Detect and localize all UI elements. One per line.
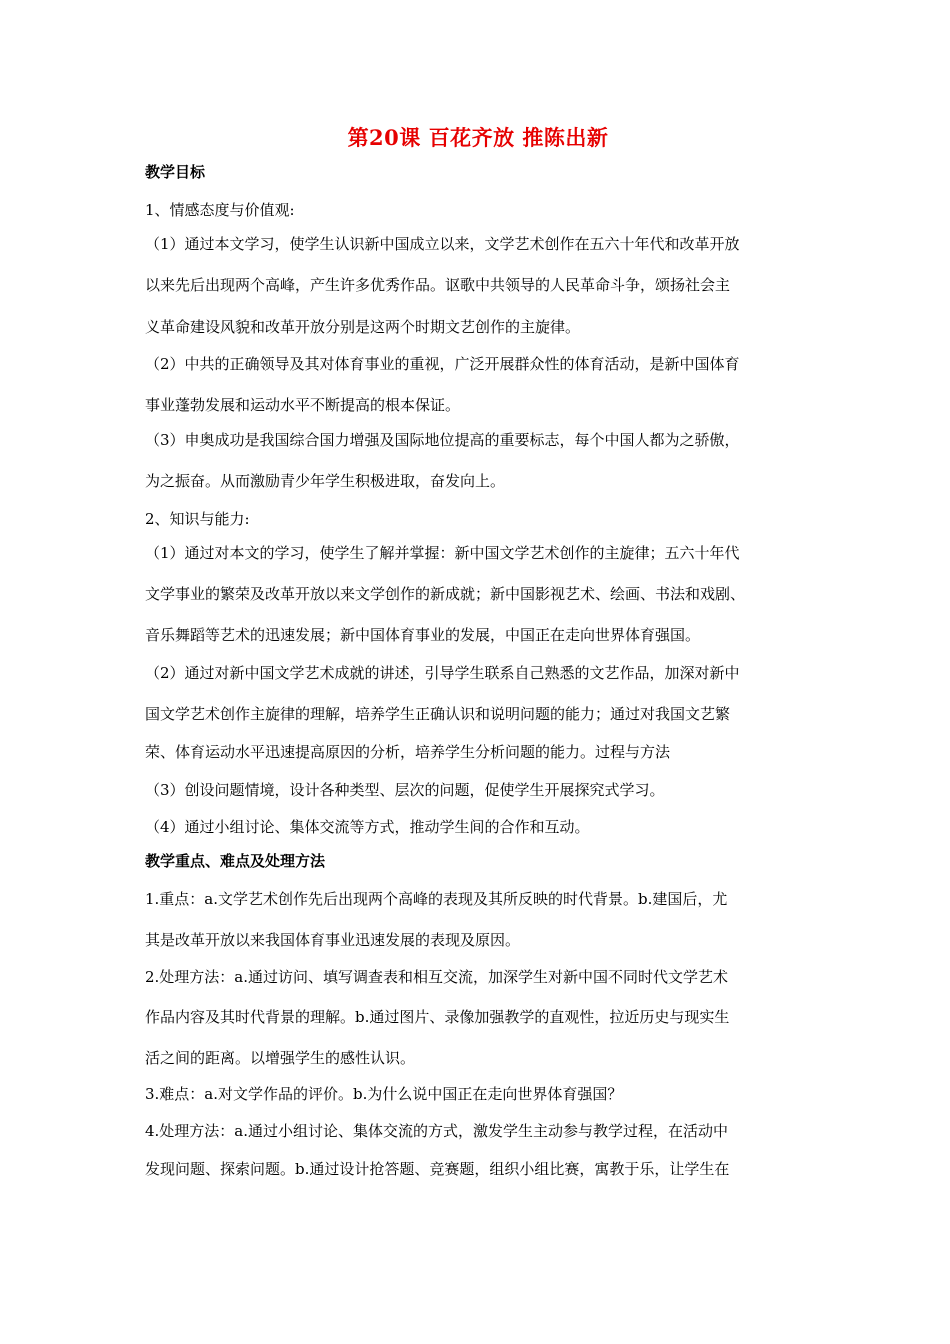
text-line: （1）通过对本文的学习，使学生了解并掌握：新中国文学艺术创作的主旋律；五六十年代 [145,544,740,562]
text-line: 义革命建设风貌和改革开放分别是这两个时期文艺创作的主旋律。 [145,318,581,336]
text-line: （4）通过小组讨论、集体交流等方式，推动学生间的合作和互动。 [145,818,590,836]
text-line: 为之振奋。从而激励青少年学生积极进取，奋发向上。 [145,472,506,490]
text-line: （2）中共的正确领导及其对体育事业的重视，广泛开展群众性的体育活动，是新中国体育 [145,355,740,373]
text-line: 活之间的距离。以增强学生的感性认识。 [145,1049,416,1067]
text-line: 其是改革开放以来我国体育事业迅速发展的表现及原因。 [145,931,521,949]
text-line: 2、知识与能力: [145,510,250,528]
text-line: 音乐舞蹈等艺术的迅速发展；新中国体育事业的发展，中国正在走向世界体育强国。 [145,626,701,644]
text-line: 4.处理方法：a.通过小组讨论、集体交流的方式，激发学生主动参与教学过程，在活动中 [145,1122,729,1140]
text-line: 事业蓬勃发展和运动水平不断提高的根本保证。 [145,396,461,414]
text-line: 以来先后出现两个高峰，产生许多优秀作品。讴歌中共领导的人民革命斗争，颂扬社会主 [145,276,731,294]
text-line: 国文学艺术创作主旋律的理解，培养学生正确认识和说明问题的能力；通过对我国文艺繁 [145,705,731,723]
text-line: 发现问题、探索问题。b.通过设计抢答题、竞赛题，组织小组比赛，寓教于乐，让学生在 [145,1160,730,1178]
text-line: （1）通过本文学习，使学生认识新中国成立以来，文学艺术创作在五六十年代和改革开放 [145,235,740,253]
text-line: 3.难点：a.对文学作品的评价。b.为什么说中国正在走向世界体育强国？ [145,1085,623,1103]
text-line: （3）申奥成功是我国综合国力增强及国际地位提高的重要标志，每个中国人都为之骄傲， [145,431,740,449]
text-line: 荣、体育运动水平迅速提高原因的分析，培养学生分析问题的能力。过程与方法 [145,743,671,761]
text-line: 文学事业的繁荣及改革开放以来文学创作的新成就；新中国影视艺术、绘画、书法和戏剧、 [145,585,746,603]
lesson-title: 第20课 百花齐放 推陈出新 [347,125,609,150]
heading-key-points: 教学重点、难点及处理方法 [145,852,326,870]
text-line: 2.处理方法：a.通过访问、填写调查表和相互交流，加深学生对新中国不同时代文学艺术 [145,968,729,986]
text-line: 作品内容及其时代背景的理解。b.通过图片、录像加强教学的直观性，拉近历史与现实生 [145,1008,730,1026]
text-line: 1、情感态度与价值观: [145,201,295,219]
text-line: 1.重点：a.文学艺术创作先后出现两个高峰的表现及其所反映的时代背景。b.建国后，尤 [145,890,728,908]
heading-teaching-goals: 教学目标 [145,163,206,181]
text-line: （3）创设问题情境，设计各种类型、层次的问题，促使学生开展探究式学习。 [145,781,665,799]
text-line: （2）通过对新中国文学艺术成就的讲述，引导学生联系自己熟悉的文艺作品，加深对新中 [145,664,740,682]
